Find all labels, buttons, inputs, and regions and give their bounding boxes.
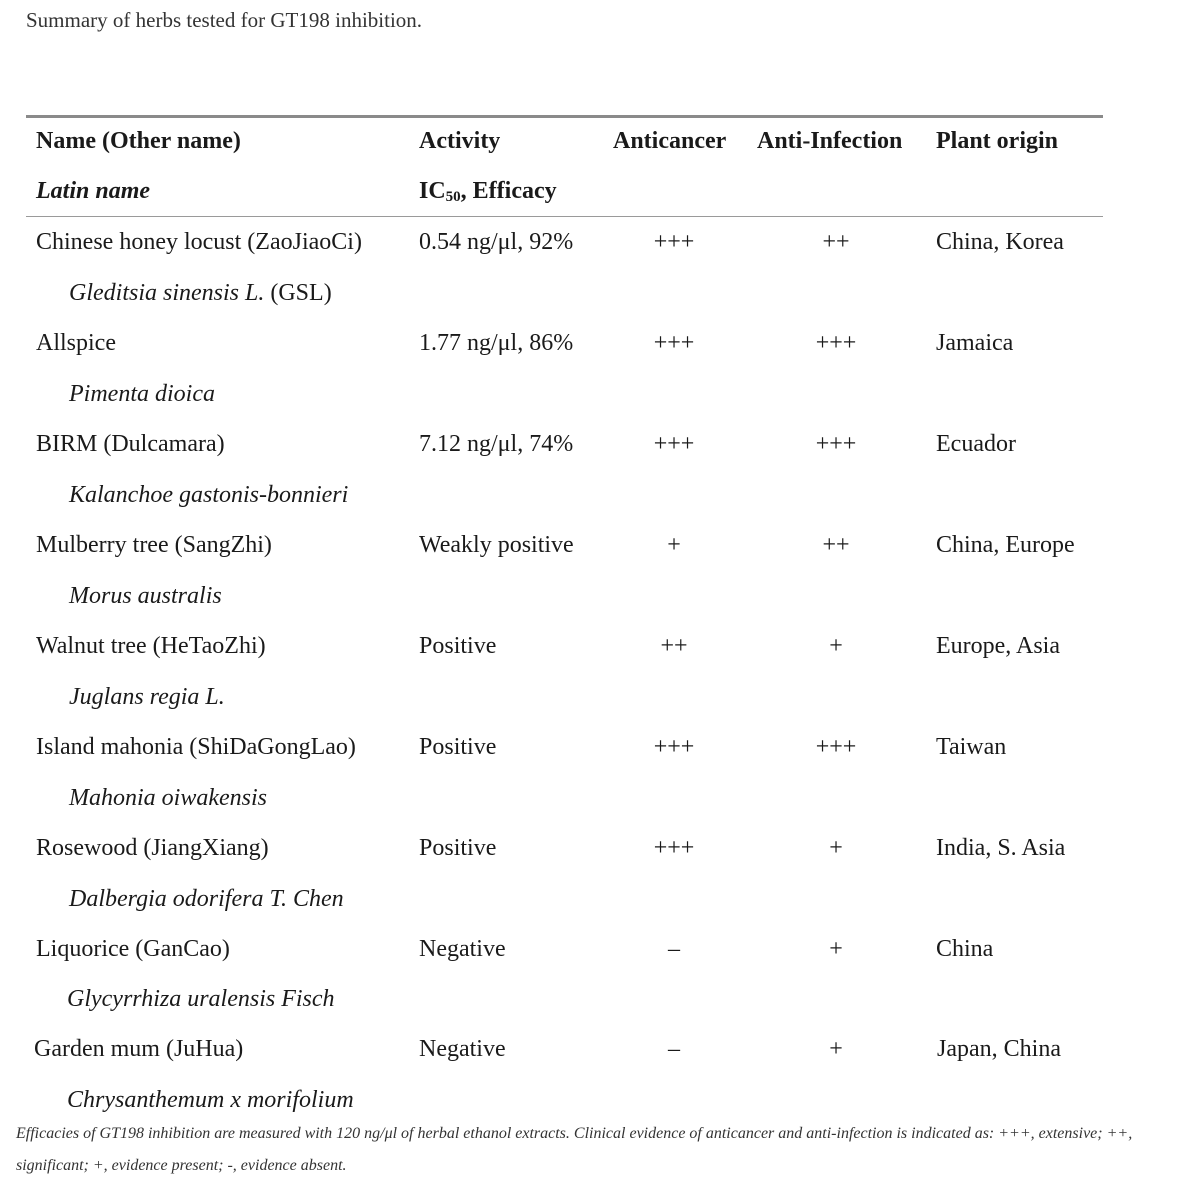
row-8-name: Garden mum (JuHua) (34, 1036, 244, 1062)
row-3-anti-infection: ++ (822, 532, 850, 558)
table-header-rule (26, 216, 1103, 217)
row-2-activity: 7.12 ng/μl, 74% (419, 431, 574, 457)
row-1-anticancer: +++ (653, 330, 695, 356)
header-ic-suffix: , Efficacy (460, 178, 557, 204)
header-ic-subscript: 50 (445, 189, 461, 205)
table-caption: Summary of herbs tested for GT198 inhibition. (26, 8, 423, 32)
header-ic50-efficacy (419, 179, 557, 203)
row-5-latin: Mahonia oiwakensis (69, 785, 267, 811)
row-6-anti-infection: + (829, 835, 843, 861)
row-6-activity: Positive (419, 835, 497, 861)
row-0-latin-name (69, 281, 332, 305)
row-8-anticancer: – (668, 1036, 680, 1062)
row-8-activity: Negative (419, 1036, 506, 1062)
row-4-origin: Europe, Asia (936, 633, 1060, 659)
row-0-latin: Gleditsia sinensis L. (69, 280, 265, 306)
row-6-name: Rosewood (JiangXiang) (36, 835, 269, 861)
row-3-name: Mulberry tree (SangZhi) (36, 532, 272, 558)
row-5-anticancer: +++ (653, 734, 695, 760)
row-0-anticancer: +++ (653, 229, 695, 255)
header-latin: Latin name (36, 178, 151, 204)
header-plant-origin: Plant origin (936, 128, 1059, 154)
row-1-activity: 1.77 ng/μl, 86% (419, 330, 574, 356)
row-7-activity: Negative (419, 936, 506, 962)
row-5-origin: Taiwan (936, 734, 1007, 760)
row-1-name: Allspice (36, 330, 116, 356)
row-4-activity: Positive (419, 633, 497, 659)
header-anti-infection: Anti-Infection (757, 128, 903, 154)
row-1-latin: Pimenta dioica (69, 381, 215, 407)
row-1-anti-infection: +++ (815, 330, 857, 356)
row-0-origin: China, Korea (936, 229, 1064, 255)
row-8-origin: Japan, China (937, 1036, 1061, 1062)
row-5-activity: Positive (419, 734, 497, 760)
row-6-latin: Dalbergia odorifera T. Chen (69, 886, 344, 912)
row-7-anti-infection: + (829, 936, 843, 962)
row-0-latin-abbr: (GSL) (264, 280, 332, 306)
row-7-origin: China (936, 936, 994, 962)
row-1-origin: Jamaica (936, 330, 1014, 356)
row-5-name: Island mahonia (ShiDaGongLao) (36, 734, 356, 760)
row-5-anti-infection: +++ (815, 734, 857, 760)
header-ic-prefix: IC (419, 178, 446, 204)
row-3-anticancer: + (667, 532, 681, 558)
row-2-name: BIRM (Dulcamara) (36, 431, 225, 457)
row-7-latin: Glycyrrhiza uralensis Fisch (67, 986, 335, 1012)
row-2-latin: Kalanchoe gastonis-bonnieri (69, 482, 349, 508)
row-4-name: Walnut tree (HeTaoZhi) (36, 633, 266, 659)
row-6-origin: India, S. Asia (936, 835, 1066, 861)
row-2-origin: Ecuador (936, 431, 1016, 457)
table-top-rule (26, 115, 1103, 118)
row-0-name: Chinese honey locust (ZaoJiaoCi) (36, 229, 362, 255)
row-3-latin: Morus australis (69, 583, 222, 609)
row-4-anti-infection: + (829, 633, 843, 659)
row-3-activity: Weakly positive (419, 532, 574, 558)
header-name: Name (Other name) (36, 128, 241, 154)
table-footnote: Efficacies of GT198 inhibition are measured with 120 ng/μl of herbal ethanol extracts. Clinical evidence of anticancer and anti-infection is indicated as: +++, extensive; ++, significant; +, evidence present; -, evidence absent. (16, 1125, 1133, 1174)
row-8-anti-infection: + (829, 1036, 843, 1062)
row-4-anticancer: ++ (660, 633, 688, 659)
header-anticancer: Anticancer (613, 128, 727, 154)
row-4-latin: Juglans regia L. (69, 684, 225, 710)
row-2-anticancer: +++ (653, 431, 695, 457)
row-8-latin: Chrysanthemum x morifolium (67, 1087, 354, 1113)
row-2-anti-infection: +++ (815, 431, 857, 457)
row-3-origin: China, Europe (936, 532, 1075, 558)
header-activity: Activity (419, 128, 501, 154)
row-0-anti-infection: ++ (822, 229, 850, 255)
row-7-anticancer: – (668, 936, 680, 962)
row-6-anticancer: +++ (653, 835, 695, 861)
row-0-activity: 0.54 ng/μl, 92% (419, 229, 574, 255)
row-7-name: Liquorice (GanCao) (36, 936, 230, 962)
